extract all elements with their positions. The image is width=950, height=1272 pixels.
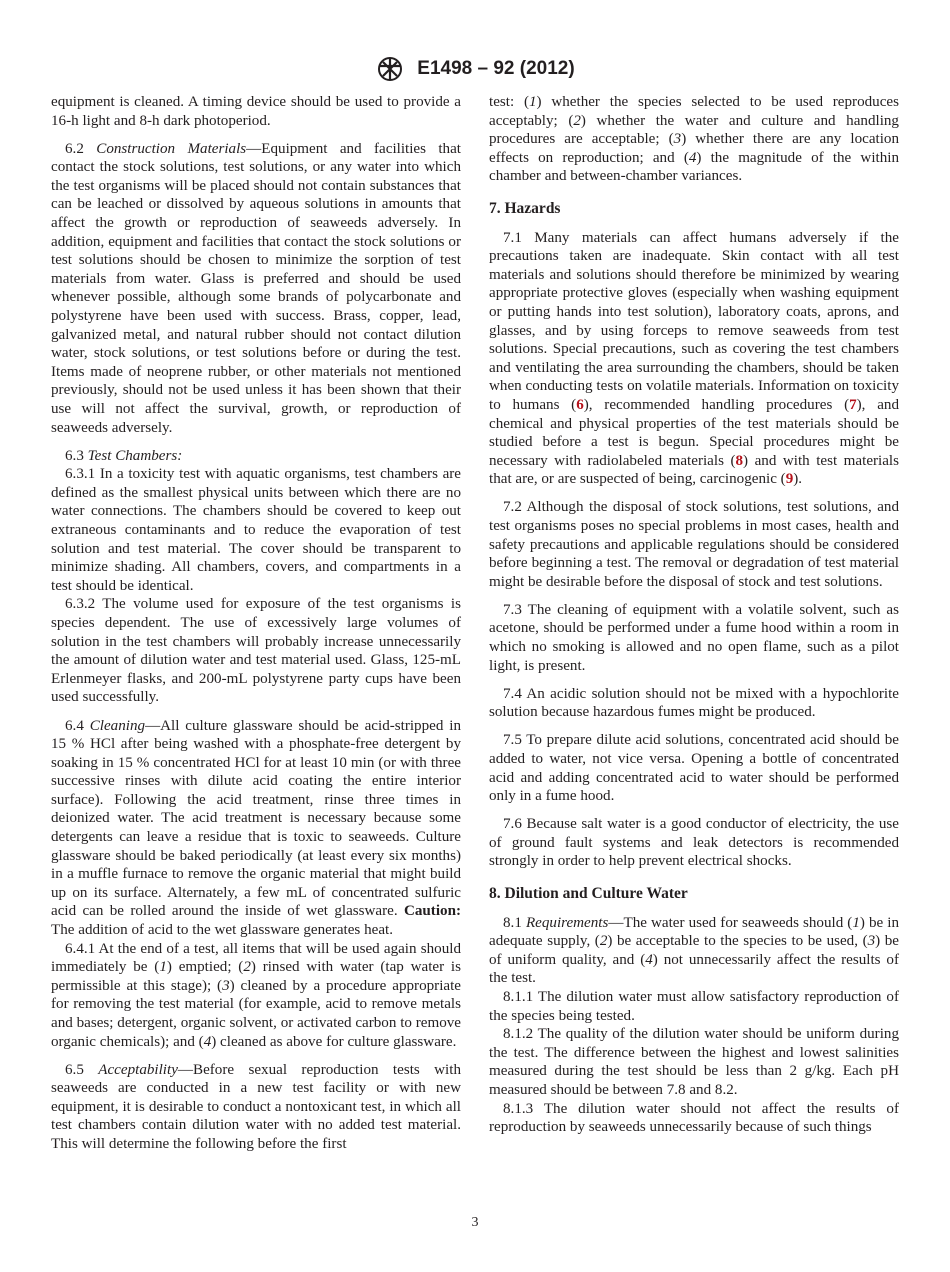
reference-link[interactable]: 8: [735, 452, 744, 469]
text-run: ) be of uniform quality, and (: [489, 933, 899, 968]
text-run: 6.4.1 At the end of a test, all items that will be used again should immediately be (: [51, 940, 461, 976]
paragraph: [51, 940, 461, 1052]
text-run: 6.3: [65, 447, 88, 464]
paragraph: [51, 717, 461, 940]
paragraph: [51, 595, 461, 707]
text-run: 6.5: [65, 1061, 99, 1078]
text-run: 4: [645, 951, 653, 968]
text-run: 2: [243, 959, 251, 976]
left-column: [51, 93, 461, 1154]
text-run: ) whether there are any location effects on reproduction; and (: [489, 131, 899, 166]
paragraph: [489, 815, 899, 871]
text-run: 7.4 An acidic solution should not be mixed with a hypochlorite solution because hazardous fumes might be produced.: [489, 685, 899, 721]
text-run: 8.1: [503, 914, 526, 931]
text-run: 6.3.2 The volume used for exposure of the test organisms is species dependent. The use of excessively large volumes of solution in the test chambers will probably increase unnecessarily the amount of dilution water and test material used. Glass, 125-mL Erlenmeyer flasks, and 200-mL polystyrene party cups have been used successfully.: [51, 596, 461, 706]
paragraph: [489, 229, 899, 489]
document-id: E1498 – 92 (2012): [417, 58, 575, 79]
paragraph: [489, 601, 899, 675]
text-run: —The water used for seaweeds should (: [608, 914, 853, 931]
paragraph: [51, 447, 461, 466]
reference-link[interactable]: 9: [785, 471, 794, 488]
text-run: ) cleaned by a procedure appropriate for removing the test material (for example, acid to remove metals and bases; detergent, organic solvent, or activated carbon to remove organic chemicals); and (: [51, 977, 461, 1050]
text-run: 8.1.2 The quality of the dilution water should be uniform during the test. The difference between the highest and lowest salinities measured during the test should be less than 2 g/kg. Each pH measured should be between 7.8 and 8.2.: [489, 1026, 899, 1098]
text-run: ) whether the species selected to be used reproduces acceptably; (: [489, 94, 899, 129]
text-run: 1: [852, 914, 860, 931]
text-run: 2: [599, 933, 608, 950]
reference-link[interactable]: 7: [849, 396, 857, 413]
text-run: 3: [867, 933, 876, 950]
text-run: 1: [528, 94, 537, 110]
text-run: ).: [793, 471, 803, 488]
text-run: 4: [688, 149, 697, 166]
paragraph: [51, 93, 461, 130]
paragraph: [489, 914, 899, 988]
text-run: ) be in adequate supply, (: [489, 914, 900, 950]
text-run: 1: [159, 959, 167, 976]
text-run: 2: [573, 112, 581, 129]
page-number: 3: [471, 1215, 479, 1230]
text-run: 7.5 To prepare dilute acid solutions, concentrated acid should be added to water, not vice versa. Opening a bottle of concentrated acid and adding concentrated acid to water should be performed only in a fume hood.: [489, 732, 899, 805]
text-run: 7.2 Although the disposal of stock solutions, test solutions, and test organisms poses no special problems in most cases, health and safety precautions and applicable regulations should be considered before beginning a test. The removal or degradation of test material might be desirable before the disposal of stock and test solutions.: [489, 499, 899, 590]
text-run: ) not unnecessarily affect the results of the test.: [489, 951, 900, 987]
text-run: 6.4: [65, 717, 90, 734]
section-heading: 7. Hazards: [489, 199, 561, 217]
paragraph: [51, 465, 461, 595]
text-run: 6.3.1 In a toxicity test with aquatic organisms, test chambers are defined as the smallest physical units between which there are no water connections. The chambers should be covered to keep out extraneous contaminants and to reduce the evaporation of test solution and test material. The cover should be transparent to minimize shading. All chambers, covers, and compartments in a test should be identical.: [51, 466, 461, 594]
paragraph: [51, 140, 461, 438]
text-run: Cleaning: [89, 717, 146, 734]
text-run: 7.1 Many materials can affect humans adversely if the precautions taken are inadequate. Skin contact with all test materials and solutions should therefore be minimized by wearing appropriate protective gloves (especially when washing equipment or putting hands into test solution), laboratory coats, aprons, and glasses, and by using forceps to remove seaweeds from test solutions. Special precautions, such as covering the test chambers and ventilating the area surrounding the chambers, should be taken when conducting tests on volatile materials. Information on toxicity to humans (: [489, 229, 899, 413]
text-run: ), recommended handling procedures (: [583, 396, 850, 413]
paragraph: [51, 1061, 461, 1154]
text-run: test: (: [489, 94, 529, 110]
text-run: 3: [673, 131, 682, 148]
paragraph: [489, 685, 899, 722]
text-run: —All culture glassware should be acid-stripped in 15 % HCl after being washed with a phosphate-free detergent by soaking in 15 % concentrated HCl for at least 10 min (or with three successive rinses with dilute acid coating the entire interior surface). Following the acid treatment, rinse three times in deionized water. The acid treatment is necessary because some detergents can leave a residue that is toxic to seaweeds. Culture glassware should be baked periodically (at least every six months) in a muffle furnace to remove the organic material that might build up on its surface. Alternately, a few mL of concentrated sulfuric acid can be rolled around the inside of wet glassware.: [51, 717, 461, 920]
text-run: ), and chemical and physical properties of the test materials should be studied before a test is begun. Special procedures might be necessary with radiolabeled materials (: [489, 396, 899, 469]
paragraph: [489, 1100, 899, 1137]
text-run: Requirements: [525, 914, 609, 931]
text-run: 7.3 The cleaning of equipment with a volatile solvent, such as acetone, should be performed under a fume hood within a room in which no smoking is allowed and no open flame, such as a pilot light, is present.: [489, 601, 899, 674]
section-heading: 8. Dilution and Culture Water: [489, 885, 688, 903]
text-run: 6.2: [65, 140, 97, 157]
paragraph: [489, 1025, 899, 1099]
text-run: ) cleaned as above for culture glassware.: [211, 1033, 457, 1050]
text-run: ) and with test materials that are, or are suspected of being, carcinogenic (: [489, 452, 900, 488]
paragraph: [489, 988, 899, 1025]
page-header: [0, 56, 950, 82]
paragraph: [489, 731, 899, 805]
text-run: Construction Materials: [96, 140, 247, 157]
text-run: 4: [203, 1033, 212, 1050]
text-run: 3: [222, 977, 230, 994]
right-column: [489, 93, 899, 1137]
text-run: The addition of acid to the wet glassware generates heat.: [51, 922, 393, 939]
paragraph: [489, 93, 899, 186]
text-run: Test Chambers:: [87, 447, 183, 464]
reference-link[interactable]: 6: [576, 396, 584, 413]
text-run: ) whether the water and culture and handling procedures are acceptable; (: [489, 112, 899, 148]
text-run: —Equipment and facilities that contact the stock solutions, test solutions, or any water into which the test organisms will be placed should not contain substances that can be leached or dissolved by aqueous solutions in amounts that affect the growth or reproduction of seaweeds adversely. In addition, equipment and facilities that contact the stock solutions or test solutions should be chosen to minimize the sorption of test materials from water. Glass is preferred and should be used whenever possible, although some brands of polycarbonate and polystyrene have been used with success. Brass, copper, lead, galvanized metal, and natural rubber should not contact dilution water, stock solutions, or test solutions before or during the test. Items made of neoprene rubber, or other materials not mentioned previously, should not be used unless it has been shown that their use will not affect the survival, growth, or reproduction of seaweeds adversely.: [51, 140, 461, 436]
paragraph: [489, 498, 899, 591]
text-run: 8.1.3 The dilution water should not affect the results of reproduction by seaweeds unnecessarily because of such things: [489, 1100, 899, 1136]
text-run: equipment is cleaned. A timing device should be used to provide a 16-h light and 8-h dark photoperiod.: [51, 94, 461, 129]
text-run: 8.1.1 The dilution water must allow satisfactory reproduction of the species being tested.: [489, 989, 899, 1024]
text-run: ) rinsed with water (tap water is permissible at this stage); (: [51, 959, 461, 994]
text-run: ) emptied; (: [166, 959, 244, 976]
text-run: ) be acceptable to the species to be used, (: [607, 933, 868, 950]
text-run: ) the magnitude of the within chamber and between-chamber variances.: [489, 149, 899, 185]
text-run: Caution:: [403, 903, 461, 920]
text-run: 7.6 Because salt water is a good conductor of electricity, the use of ground fault systems and leak detectors is recommended strongly in order to help prevent electrical shocks.: [489, 816, 899, 870]
text-run: —Before sexual reproduction tests with seaweeds are conducted in a new test facility or with new equipment, it is desirable to conduct a nontoxicant test, in which all test chambers contain dilution water with no added test material. This will determine the following before the first: [51, 1061, 461, 1153]
astm-logo-icon: [375, 56, 405, 82]
text-run: Acceptability: [98, 1061, 178, 1078]
